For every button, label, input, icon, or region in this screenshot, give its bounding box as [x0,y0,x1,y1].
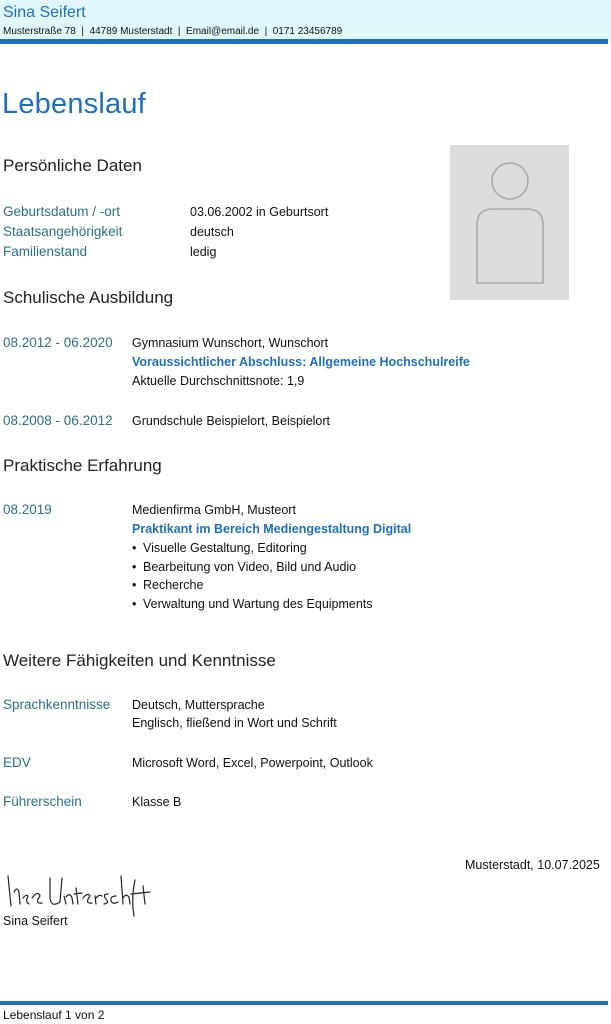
experience-company: Medienfirma GmbH, Musteort [132,503,296,517]
letterhead [0,0,611,42]
page-number: Lebenslauf 1 von 2 [3,1008,105,1022]
header-name: Sina Seifert [3,4,86,21]
section-title-personal: Persönliche Daten [3,156,142,175]
experience-bullet: • Bearbeitung von Video, Bild und Audio [132,560,356,574]
value-birth: 03.06.2002 in Geburtsort [190,205,329,219]
school-name: Gymnasium Wunschort, Wunschort [132,336,329,350]
value-marital-status: ledig [190,245,217,259]
profile-photo-placeholder [450,145,569,300]
label-driving-license: Führerschein [3,794,82,809]
school-degree: Voraussichtlicher Abschluss: Allgemeine Hochschulreife [132,355,470,369]
footer-divider [0,1001,608,1005]
section-title-experience: Praktische Erfahrung [3,456,162,475]
experience-bullet: • Recherche [132,578,203,592]
value-language: Deutsch, Muttersprache [132,698,265,712]
label-marital-status: Familienstand [3,244,88,259]
value-nationality: deutsch [190,225,234,239]
header-contact-line: Musterstraße 78 | 44789 Musterstadt | Email@email.de | 0171 23456789 [3,26,343,37]
header-divider [0,39,608,44]
signature-name: Sina Seifert [3,914,68,928]
label-birth: Geburtsdatum / -ort [3,204,121,219]
section-title-skills: Weitere Fähigkeiten und Kenntnisse [3,651,276,670]
label-languages: Sprachkenntnisse [3,697,111,712]
person-icon [450,145,569,300]
school-period: 08.2012 - 06.2020 [3,335,113,350]
handwritten-signature [4,868,154,918]
value-it-skills: Microsoft Word, Excel, Powerpoint, Outlook [132,756,373,770]
label-it-skills: EDV [3,755,31,770]
label-nationality: Staatsangehörigkeit [3,224,123,239]
value-driving-license: Klasse B [132,795,182,809]
section-title-school: Schulische Ausbildung [3,288,174,307]
school-name: Grundschule Beispielort, Beispielort [132,414,331,428]
experience-period: 08.2019 [3,502,52,517]
school-period: 08.2008 - 06.2012 [3,413,113,428]
document-title: Lebenslauf [2,88,146,120]
school-grade: Aktuelle Durchschnittsnote: 1,9 [132,374,305,388]
experience-role: Praktikant im Bereich Mediengestaltung Digital [132,522,412,536]
experience-bullet: • Verwaltung und Wartung des Equipments [132,597,373,611]
experience-bullet: • Visuelle Gestaltung, Editoring [132,541,307,555]
value-language: Englisch, fließend in Wort und Schrift [132,716,337,730]
place-date: Musterstadt, 10.07.2025 [465,858,600,872]
